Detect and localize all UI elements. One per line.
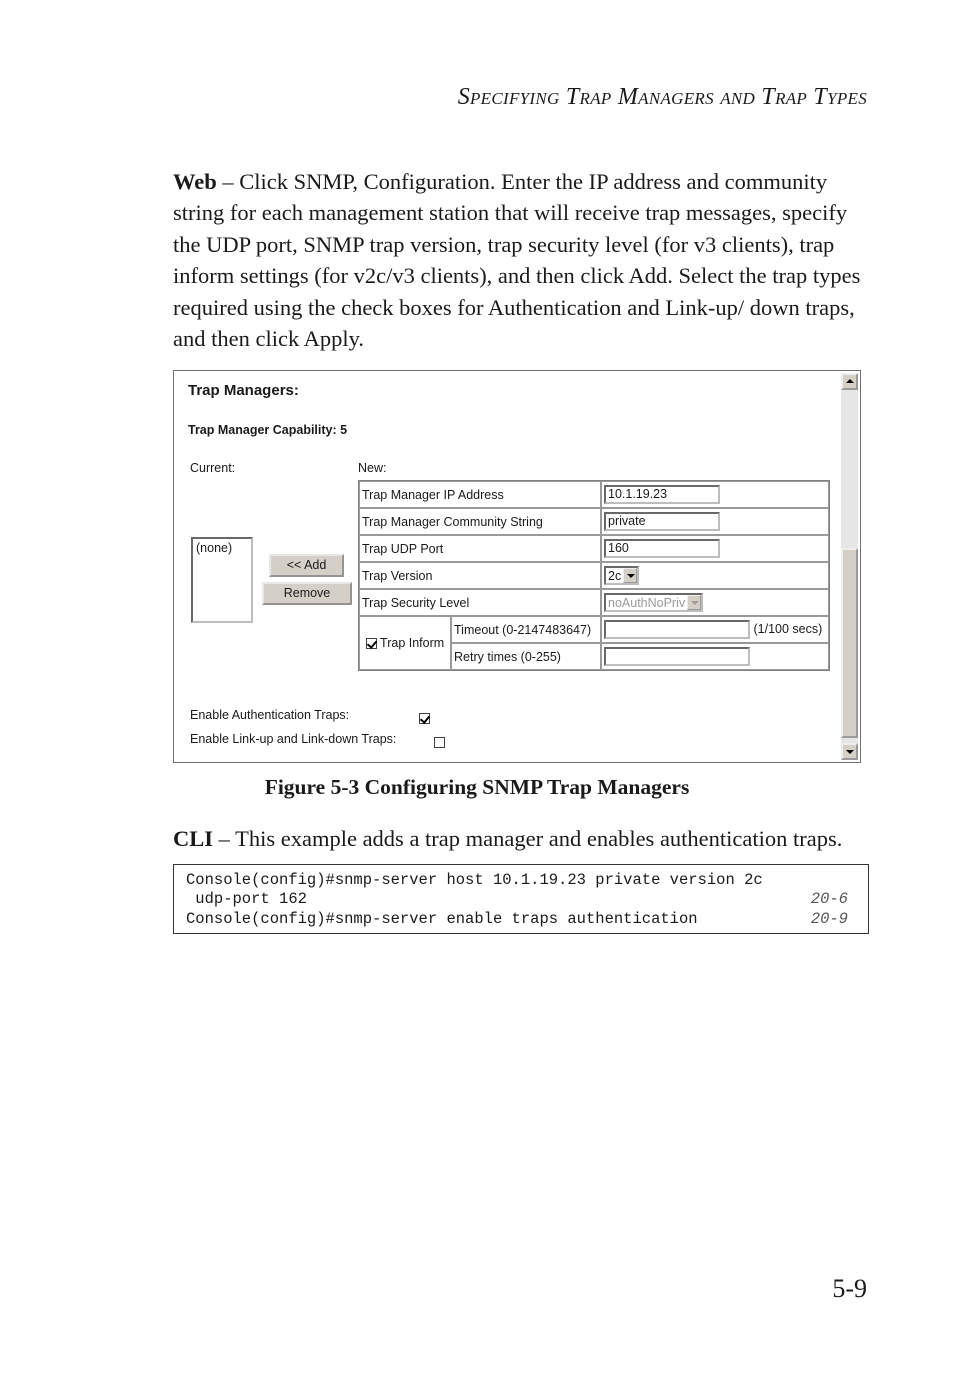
trap-managers-screenshot: [173, 370, 861, 763]
vertical-scrollbar[interactable]: [841, 373, 858, 760]
security-level-label: Trap Security Level: [359, 589, 601, 616]
trap-manager-capability: Trap Manager Capability: 5: [188, 423, 348, 437]
chevron-down-icon[interactable]: [623, 568, 637, 583]
link-traps-checkbox[interactable]: [434, 737, 445, 748]
ip-address-input[interactable]: 10.1.19.23: [604, 485, 720, 504]
code-line-1: Console(config)#snmp-server host 10.1.19.23 private version 2c: [186, 871, 763, 889]
ip-address-label: Trap Manager IP Address: [359, 481, 601, 508]
add-button[interactable]: << Add: [269, 554, 344, 577]
cli-text: – This example adds a trap manager and enables authentication traps.: [213, 826, 843, 851]
new-trap-manager-form: [358, 480, 830, 671]
code-line-3: Console(config)#snmp-server enable traps authentication: [186, 910, 698, 928]
scroll-down-icon[interactable]: [841, 743, 858, 760]
new-label: New:: [358, 461, 387, 475]
trap-inform-label: Trap Inform: [380, 636, 445, 650]
retry-input[interactable]: [604, 647, 750, 666]
page-number: 5-9: [832, 1274, 867, 1303]
trap-inform-cell: [359, 616, 451, 670]
scroll-thumb[interactable]: [841, 548, 858, 738]
retry-label: Retry times (0-255): [451, 643, 601, 670]
auth-traps-checkbox[interactable]: [419, 713, 430, 724]
figure-caption: Figure 5-3 Configuring SNMP Trap Managers: [264, 775, 690, 799]
trap-managers-title: Trap Managers:: [188, 382, 299, 399]
trap-version-label: Trap Version: [359, 562, 601, 589]
scroll-up-icon[interactable]: [841, 373, 858, 390]
code-ref-1: 20-6: [810, 890, 848, 908]
current-label: Current:: [190, 461, 236, 475]
timeout-unit: (1/100 secs): [753, 621, 823, 636]
trap-version-value: 2c: [608, 568, 622, 583]
timeout-input[interactable]: [604, 620, 750, 639]
code-line-2: udp-port 162: [186, 890, 307, 908]
udp-port-label: Trap UDP Port: [359, 535, 601, 562]
auth-traps-label: Enable Authentication Traps:: [190, 708, 350, 722]
intro-lead: Web: [173, 169, 217, 194]
udp-port-input[interactable]: 160: [604, 539, 720, 558]
security-level-select: [604, 593, 703, 612]
timeout-label: Timeout (0-2147483647): [451, 616, 601, 643]
security-level-value: noAuthNoPriv: [608, 595, 686, 610]
intro-text: – Click SNMP, Configuration. Enter the IP address and community string for each management station that will receive trap messages, specify the UDP port, SNMP trap version, trap security level (for v3 clients), trap inform settings (for v2c/v3 clients), and then click Add. Select the trap types required using the check boxes for Authentication and Link-up/ down traps, and then click Apply.: [173, 169, 861, 352]
current-managers-list[interactable]: [191, 537, 253, 623]
chevron-down-icon: [687, 595, 701, 610]
cli-paragraph: [173, 826, 842, 852]
running-head: Specifying Trap Managers and Trap Types: [457, 84, 867, 110]
remove-button[interactable]: Remove: [262, 582, 352, 605]
code-ref-2: 20-9: [810, 910, 848, 928]
cli-code-block: [173, 864, 869, 934]
trap-version-select[interactable]: [604, 566, 639, 585]
intro-paragraph: [173, 166, 873, 354]
community-string-input[interactable]: private: [604, 512, 720, 531]
community-string-label: Trap Manager Community String: [359, 508, 601, 535]
link-traps-label: Enable Link-up and Link-down Traps:: [190, 732, 397, 746]
list-item[interactable]: (none): [196, 541, 233, 555]
trap-inform-checkbox[interactable]: [366, 638, 377, 649]
cli-lead: CLI: [173, 826, 214, 851]
